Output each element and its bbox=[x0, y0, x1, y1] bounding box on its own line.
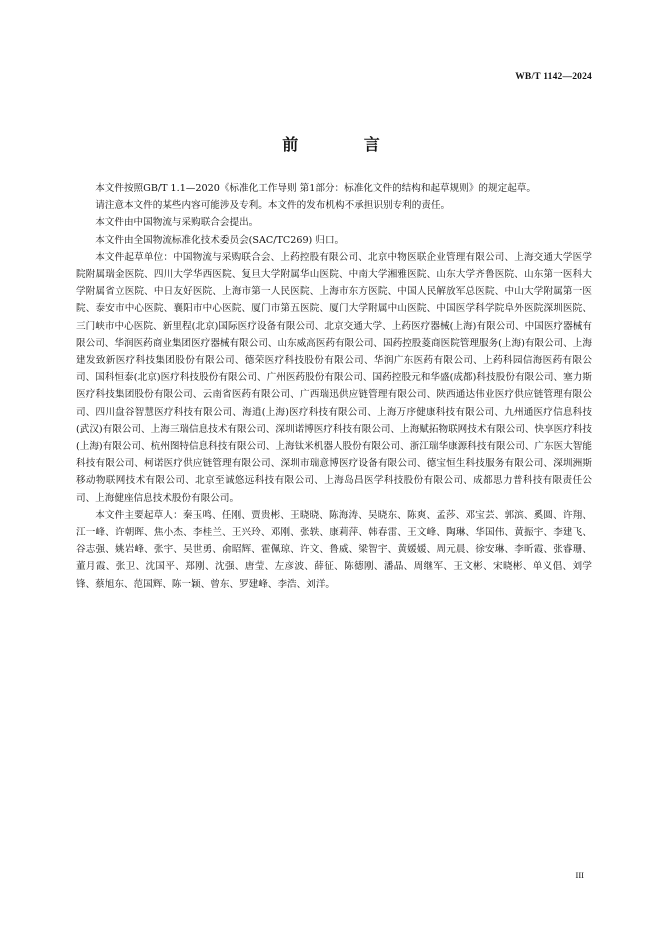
paragraph-patent-notice: 请注意本文件的某些内容可能涉及专利。本文件的发布机构不承担识别专利的责任。 bbox=[95, 200, 451, 212]
paragraph-drafting-units: 本文件起草单位：中国物流与采购联合会、上药控股有限公司、北京中物医联企业管理有限公司、上海交通大学医学院附属瑞金医院、四川大学华西医院、复旦大学附属华山医院、中南大学湘雅医院、山东大学齐鲁医院、山东第一医科大学附属省立医院、中日友好医院、上海市第一人民医院、上海市东方医院、中国人民解放军总医院、中山大学附属第一医院、泰安市中心医院、襄阳市中心医院、厦门市第五医院、厦门大学附属中山医院、中国医学科学院阜外医院深圳医院、三门峡市中心医院、新里程(北京)国际医疗设备有限公司、北京交通大学、上药医疗器械(上海)有限公司、中国医疗器械有限公司、华润医药商业集团医疗器械有限公司、山东威高医药有限公司、国药控股菱商医院管理服务(上海)有限公司、上海建发致新医疗科技集团股份有限公司、德荣医疗科技股份有限公司、华润广东医药有限公司、上药科园信海医药有限公司、国科恒泰(北京)医疗科技股份有限公司、广州医药股份有限公司、国药控股元和华盛(成都)科技股份有限公司、塞力斯医疗科技集团股份有限公司、云南省医药有限公司、广西瑞迅供应链管理有限公司、陕西通达伟业医疗供应链管理有限公司、四川盘谷智慧医疗科技有限公司、海逍(上海)医疗科技有限公司、上海万序健康科技有限公司、九州通医疗信息科技(武汉)有限公司、上海三瑞信息技术有限公司、深圳诺博医疗科技有限公司、上海赋拓物联网技术有限公司、快享医疗科技(上海)有限公司、杭州图特信息科技有限公司、上海钛米机器人股份有限公司、浙江瑞华康源科技有限公司、广东医大智能科技有限公司、柯诺医疗供应链管理有限公司、深圳市瑞意博医疗设备有限公司、德宝恒生科技服务有限公司、深圳洲斯移动物联网技术有限公司、北京至诚悠远科技有限公司、上海岛昌医学科技股份有限公司、成都思力普科技有限责任公司、上海健座信息技术股份有限公司。 bbox=[76, 251, 592, 504]
page-title: 前 言 bbox=[282, 135, 410, 154]
paragraph-drafting-rules: 本文件按照GB/T 1.1—2020《标准化工作导则 第1部分：标准化文件的结构和起草规则》的规定起草。 bbox=[95, 183, 536, 194]
paragraph-proposer: 本文件由中国物流与采购联合会提出。 bbox=[95, 217, 259, 229]
standard-code: WB/T 1142—2024 bbox=[515, 72, 592, 82]
foreword-body bbox=[76, 180, 592, 593]
paragraph-committee: 本文件由全国物流标准化技术委员会(SAC/TC269) 归口。 bbox=[95, 234, 345, 246]
page-number: III bbox=[575, 870, 584, 880]
paragraph-drafters: 本文件主要起草人：秦玉鸣、任刚、贾贵彬、王晓晓、陈海涛、吴晓东、陈爽、孟莎、邓宝芸、郭滨、奚圆、许翔、江一峰、许朝晖、焦小杰、李桂兰、王兴玲、邓刚、张轶、康莉萍、韩春雷、王文峰、陶琳、华国伟、黄振宇、李建飞、谷志强、姚岩峰、张宇、吴世勇、俞昭辉、霍佩琼、许文、鲁威、梁智宇、黄媛媛、周元晨、徐安琳、李昕霞、张睿珊、董月霞、张卫、沈国平、郑刚、沈强、唐莹、左彦波、薛征、陈德刚、潘晶、周继军、王文彬、宋晓彬、单义倡、刘学锋、蔡旭东、范国辉、陈一颖、曾东、罗建峰、李浩、刘洋。 bbox=[76, 509, 592, 590]
